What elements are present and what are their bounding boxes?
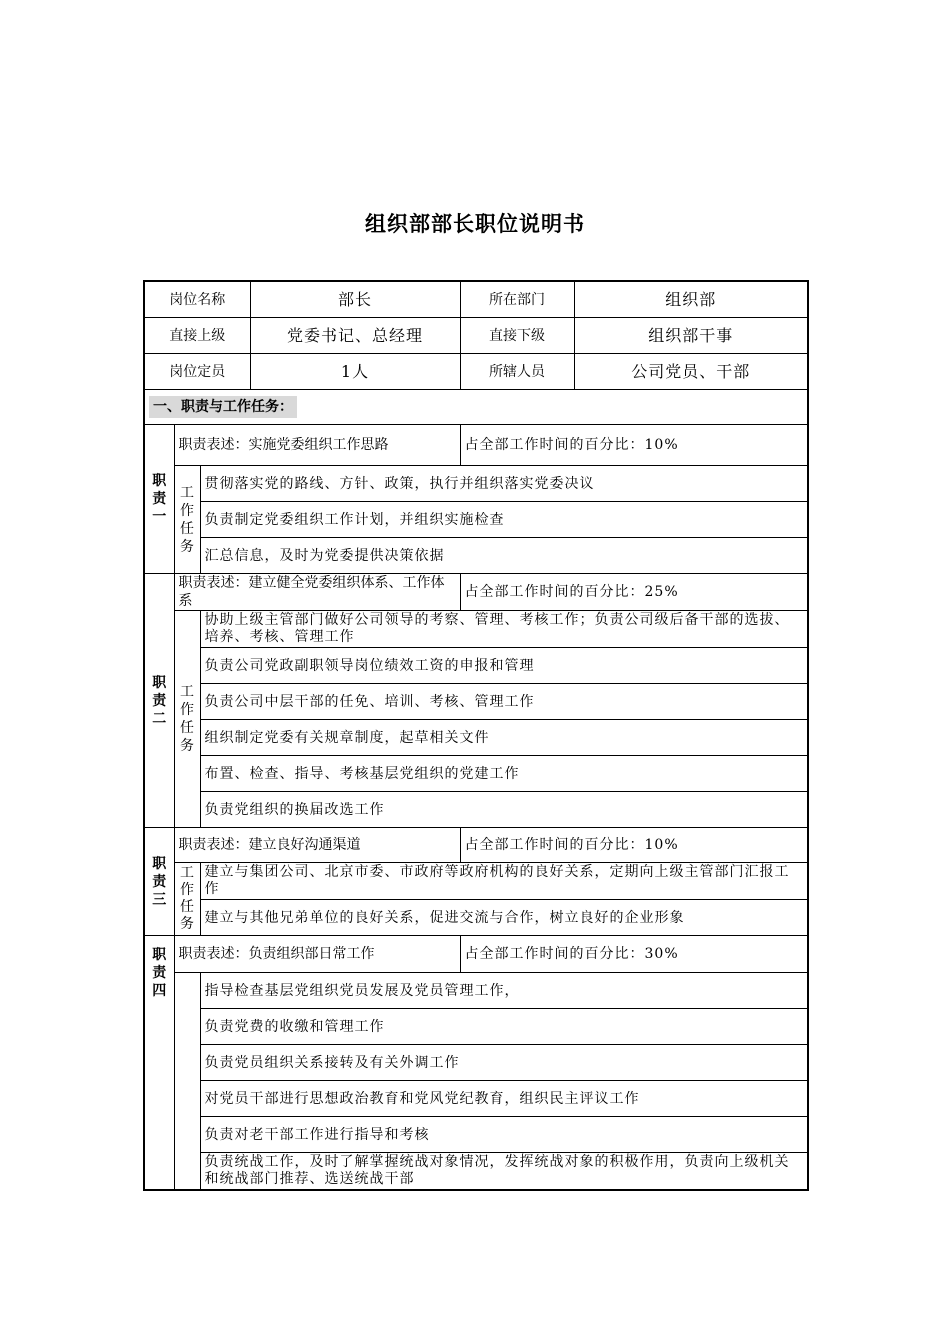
task-row: [144, 1081, 808, 1117]
task-item: 建立与其他兄弟单位的良好关系，促进交流与合作，树立良好的企业形象: [200, 900, 808, 936]
duty-row: [144, 828, 808, 863]
task-row: [144, 720, 808, 756]
task-row: [144, 792, 808, 828]
task-label: 工作任务: [174, 863, 200, 936]
header-row: [144, 318, 808, 354]
duty-label: 职责二: [144, 574, 174, 828]
header-value: 部长: [250, 281, 460, 318]
section-title: 一、职责与工作任务：: [149, 396, 297, 418]
task-row: [144, 611, 808, 648]
header-label: 所辖人员: [460, 354, 574, 390]
task-row: [144, 684, 808, 720]
task-item: 负责制定党委组织工作计划，并组织实施检查: [200, 502, 808, 538]
document-title: 组织部部长职位说明书: [365, 212, 585, 236]
header-label: 直接下级: [460, 318, 574, 354]
task-row: [144, 466, 808, 502]
task-item: 负责对老干部工作进行指导和考核: [200, 1117, 808, 1153]
task-item: 指导检查基层党组织党员发展及党员管理工作，: [200, 973, 808, 1009]
task-label-empty: [174, 973, 200, 1191]
task-item: 负责公司中层干部的任免、培训、考核、管理工作: [200, 684, 808, 720]
header-label: 直接上级: [144, 318, 250, 354]
duty-row: [144, 936, 808, 973]
duty-label: 职责一: [144, 425, 174, 574]
duty-percentage: 占全部工作时间的百分比：25%: [460, 574, 808, 611]
duty-description: 职责表述：建立良好沟通渠道: [174, 828, 460, 863]
duty-row: [144, 425, 808, 466]
header-value: 组织部: [574, 281, 808, 318]
task-item: 负责党员组织关系接转及有关外调工作: [200, 1045, 808, 1081]
task-item: 汇总信息，及时为党委提供决策依据: [200, 538, 808, 574]
header-label: 所在部门: [460, 281, 574, 318]
duty-label: 职责四: [144, 936, 174, 1191]
task-label: 工作任务: [174, 466, 200, 574]
duty-description: 职责表述：实施党委组织工作思路: [174, 425, 460, 466]
task-item: 协助上级主管部门做好公司领导的考察、管理、考核工作；负责公司级后备干部的选拔、培养、考核、管理工作: [200, 611, 808, 648]
duty-description: 职责表述：建立健全党委组织体系、工作体系: [174, 574, 460, 611]
header-label: 岗位定员: [144, 354, 250, 390]
task-row: [144, 648, 808, 684]
duty-percentage: 占全部工作时间的百分比：10%: [460, 425, 808, 466]
header-row: [144, 281, 808, 318]
header-value: 1人: [250, 354, 460, 390]
duty-description: 职责表述：负责组织部日常工作: [174, 936, 460, 973]
task-item: 布置、检查、指导、考核基层党组织的党建工作: [200, 756, 808, 792]
task-row: [144, 538, 808, 574]
header-value: 党委书记、总经理: [250, 318, 460, 354]
task-item: 负责公司党政副职领导岗位绩效工资的申报和管理: [200, 648, 808, 684]
task-row: [144, 1117, 808, 1153]
header-label: 岗位名称: [144, 281, 250, 318]
task-row: [144, 1009, 808, 1045]
task-item: 贯彻落实党的路线、方针、政策，执行并组织落实党委决议: [200, 466, 808, 502]
task-row: [144, 863, 808, 900]
section-row: [144, 390, 808, 425]
duty-label: 职责三: [144, 828, 174, 936]
task-row: [144, 1153, 808, 1191]
job-description-table: [143, 280, 809, 1191]
header-value: 组织部干事: [574, 318, 808, 354]
task-row: [144, 973, 808, 1009]
task-row: [144, 502, 808, 538]
task-item: 负责党组织的换届改选工作: [200, 792, 808, 828]
task-row: [144, 1045, 808, 1081]
duty-percentage: 占全部工作时间的百分比：30%: [460, 936, 808, 973]
task-label: 工作任务: [174, 611, 200, 828]
header-row: [144, 354, 808, 390]
duty-row: [144, 574, 808, 611]
task-item: 建立与集团公司、北京市委、市政府等政府机构的良好关系，定期向上级主管部门汇报工作: [200, 863, 808, 900]
task-item: 负责统战工作，及时了解掌握统战对象情况，发挥统战对象的积极作用，负责向上级机关和统战部门推荐、选送统战干部: [200, 1153, 808, 1191]
task-row: [144, 756, 808, 792]
header-value: 公司党员、干部: [574, 354, 808, 390]
task-item: 对党员干部进行思想政治教育和党风党纪教育，组织民主评议工作: [200, 1081, 808, 1117]
task-item: 负责党费的收缴和管理工作: [200, 1009, 808, 1045]
task-row: [144, 900, 808, 936]
task-item: 组织制定党委有关规章制度，起草相关文件: [200, 720, 808, 756]
duty-percentage: 占全部工作时间的百分比：10%: [460, 828, 808, 863]
